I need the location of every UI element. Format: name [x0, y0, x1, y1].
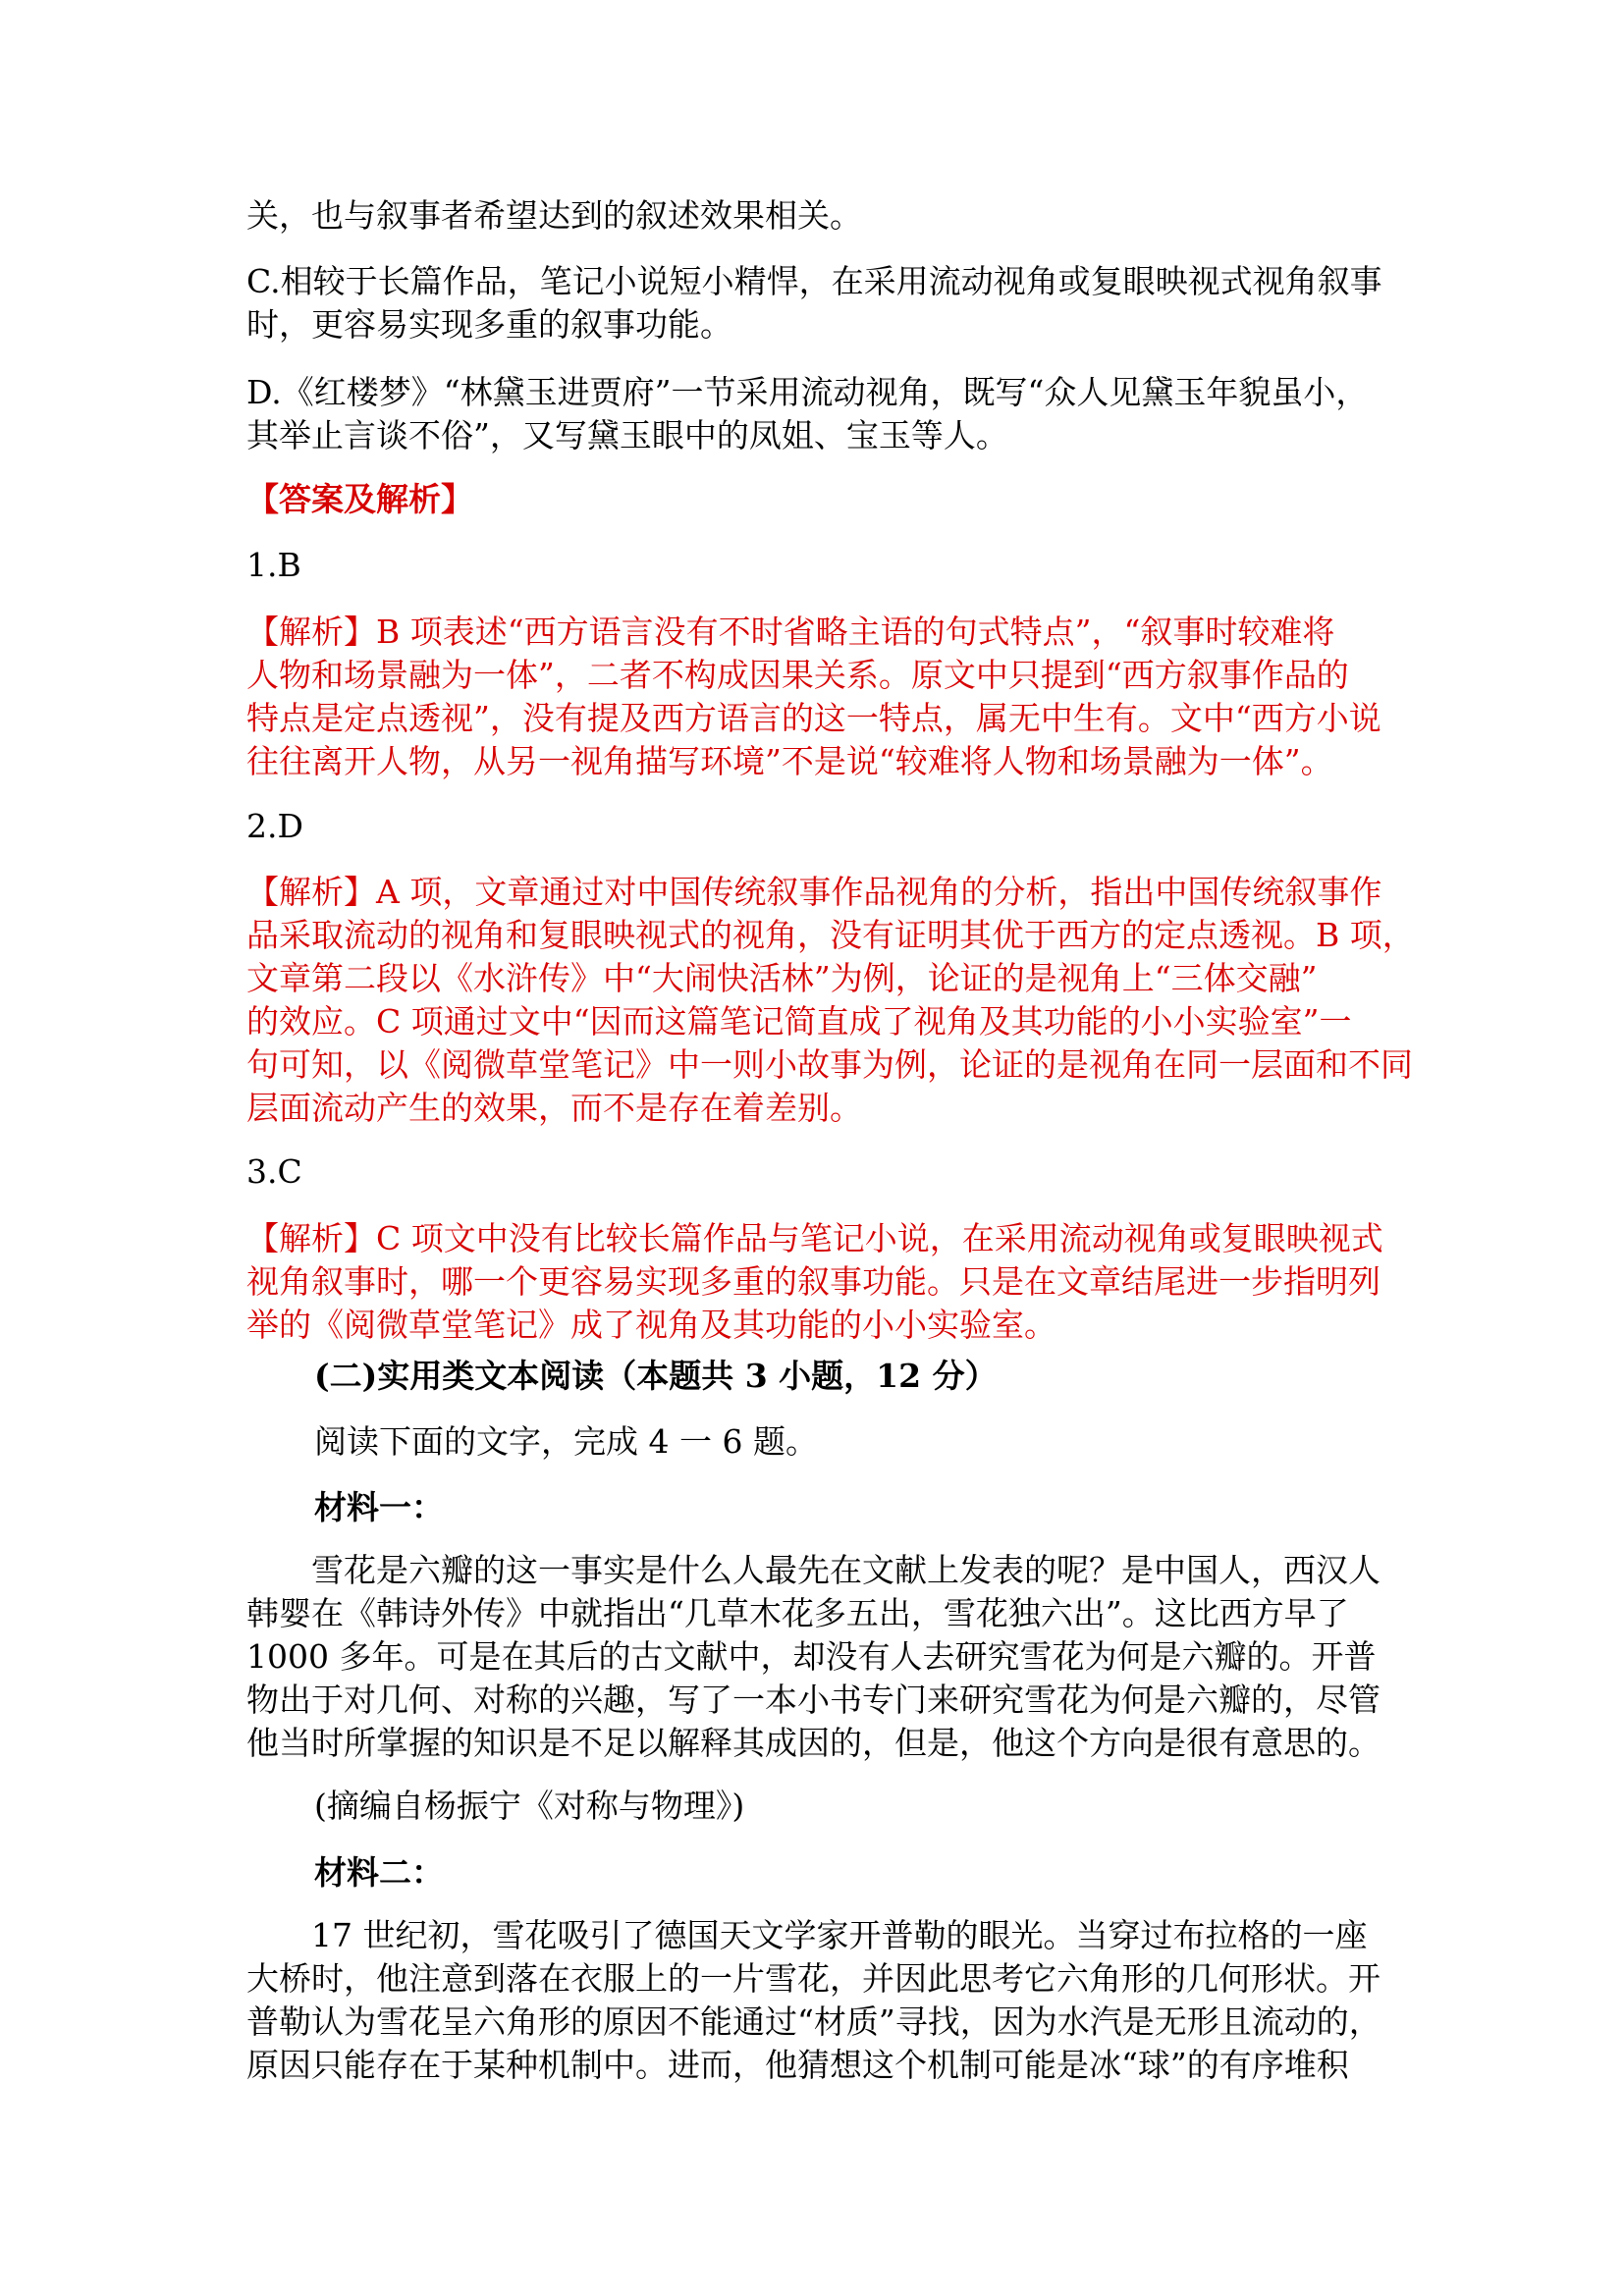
- answer-1: 1.B: [246, 546, 301, 584]
- text-line: 时，更容易实现多重的叙事功能。: [246, 305, 732, 344]
- material-1-text: [246, 1549, 1385, 1765]
- text-line: 其举止言谈不俗”，又写黛玉眼中的凤姐、宝玉等人。: [246, 416, 1008, 454]
- text-line: 文章第二段以《水浒传》中“大闹快活林”为例，论证的是视角上“三体交融”: [246, 959, 1318, 997]
- text-line: D.《红楼梦》“林黛玉进贾府”一节采用流动视角，既写“众人见黛玉年貌虽小，: [246, 373, 1369, 411]
- text-line: 往往离开人物，从另一视角描写环境”不是说“较难将人物和场景融为一体”。: [246, 742, 1333, 780]
- text-line: C.相较于长篇作品，笔记小说短小精悍，在采用流动视角或复眼映视式视角叙事: [246, 262, 1382, 300]
- answer-2: 2.D: [246, 807, 303, 845]
- text-line: 17 世纪初，雪花吸引了德国天文学家开普勒的眼光。当穿过布拉格的一座: [311, 1916, 1368, 1954]
- text-line: 【解析】A 项，文章通过对中国传统叙事作品视角的分析，指出中国传统叙事作: [246, 873, 1382, 911]
- text-line: 他当时所掌握的知识是不足以解释其成因的，但是，他这个方向是很有意思的。: [246, 1724, 1380, 1762]
- text-line: 句可知，以《阅微草堂笔记》中一则小故事为例，论证的是视角在同一层面和不同: [246, 1045, 1413, 1084]
- text-line: 大桥时，他注意到落在衣服上的一片雪花，并因此思考它六角形的几何形状。开: [246, 1959, 1380, 1998]
- material-2-label: 材料二：: [314, 1853, 444, 1892]
- text-line: 普勒认为雪花呈六角形的原因不能通过“材质”寻找，因为水汽是无形且流动的，: [246, 2002, 1381, 2041]
- text-line: 原因只能存在于某种机制中。进而，他猜想这个机制可能是冰“球”的有序堆积: [246, 2046, 1349, 2084]
- option-c: [246, 260, 1385, 347]
- explanation-3: [246, 1217, 1385, 1347]
- text-line: 视角叙事时，哪一个更容易实现多重的叙事功能。只是在文章结尾进一步指明列: [246, 1262, 1380, 1301]
- text-line: 品采取流动的视角和复眼映视式的视角，没有证明其优于西方的定点透视。B 项，: [246, 916, 1415, 954]
- answer-3: 3.C: [246, 1152, 302, 1191]
- text-line: 物出于对几何、对称的兴趣，写了一本小书专门来研究雪花为何是六瓣的，尽管: [246, 1681, 1380, 1719]
- text-line: 雪花是六瓣的这一事实是什么人最先在文献上发表的呢？是中国人，西汉人: [311, 1551, 1380, 1589]
- explanation-1: [246, 611, 1385, 783]
- section-2-instruction: 阅读下面的文字，完成 4 一 6 题。: [314, 1422, 818, 1461]
- text-line: 特点是定点透视”，没有提及西方语言的这一特点，属无中生有。文中“西方小说: [246, 699, 1381, 737]
- text-line: 层面流动产生的效果，而不是存在着差别。: [246, 1089, 862, 1127]
- text-line: 人物和场景融为一体”，二者不构成因果关系。原文中只提到“西方叙事作品的: [246, 656, 1349, 694]
- material-1-label: 材料一：: [314, 1488, 444, 1526]
- material-2-text: [246, 1914, 1385, 2087]
- section-2-title: (二)实用类文本阅读（本题共 3 小题，12 分）: [314, 1357, 998, 1395]
- text-line: 关，也与叙事者希望达到的叙述效果相关。: [246, 196, 862, 235]
- text-line: 1000 多年。可是在其后的古文献中，却没有人去研究雪花为何是六瓣的。开普: [246, 1637, 1377, 1676]
- text-line: 韩婴在《韩诗外传》中就指出“几草木花多五出，雪花独六出”。这比西方早了: [246, 1594, 1349, 1632]
- option-d: [246, 371, 1385, 457]
- option-b-continuation: [246, 194, 1385, 238]
- answers-heading: 【答案及解析】: [246, 480, 473, 518]
- material-1-source: (摘编自杨振宁《对称与物理》): [314, 1787, 745, 1825]
- text-line: 举的《阅微草堂笔记》成了视角及其功能的小小实验室。: [246, 1306, 1056, 1344]
- text-line: 【解析】C 项文中没有比较长篇作品与笔记小说，在采用流动视角或复眼映视式: [246, 1219, 1383, 1257]
- text-line: 的效应。C 项通过文中“因而这篇笔记简直成了视角及其功能的小小实验室”一: [246, 1002, 1352, 1041]
- text-line: 【解析】B 项表述“西方语言没有不时省略主语的句式特点”，“叙事时较难将: [246, 613, 1335, 651]
- explanation-2: [246, 871, 1415, 1130]
